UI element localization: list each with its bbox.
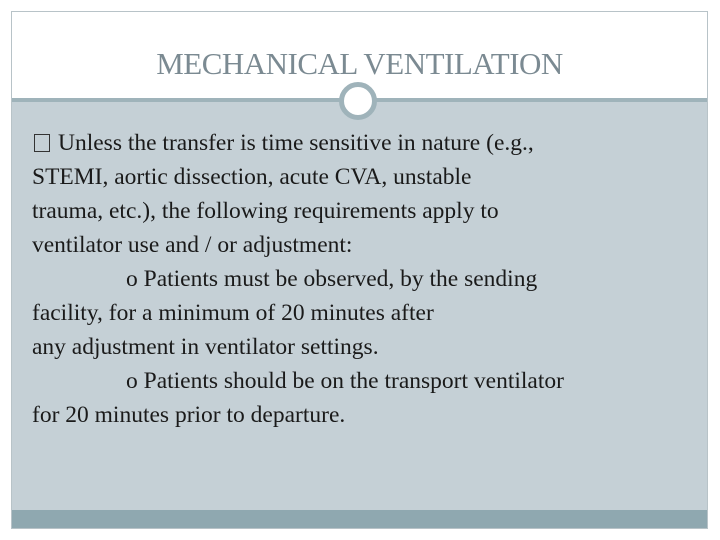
circle-ornament-icon — [339, 82, 377, 120]
bullet-text-4: ventilator use and / or adjustment: — [32, 232, 353, 258]
bottom-bar — [12, 510, 707, 528]
sub-item-1-line-2: facility, for a minimum of 20 minutes after — [32, 300, 434, 326]
sub-item-2-line-1: o Patients should be on the transport ventilator — [126, 368, 564, 394]
slide-body — [32, 126, 702, 432]
checkbox-bullet-icon — [34, 134, 50, 152]
bullet-line — [32, 126, 702, 160]
bullet-text-3: trauma, etc.), the following requirements apply to — [32, 198, 499, 224]
sub-item-2-line-2: for 20 minutes prior to departure. — [32, 402, 346, 428]
bullet-text-2: STEMI, aortic dissection, acute CVA, unstable — [32, 164, 472, 190]
bullet-text-1: Unless the transfer is time sensitive in nature (e.g., — [58, 130, 534, 156]
sub-item-1-line-3: any adjustment in ventilator settings. — [32, 334, 379, 360]
sub-item-1-line-1: o Patients must be observed, by the sending — [126, 266, 538, 292]
slide-title: MECHANICAL VENTILATION — [156, 46, 563, 81]
slide — [11, 11, 708, 529]
